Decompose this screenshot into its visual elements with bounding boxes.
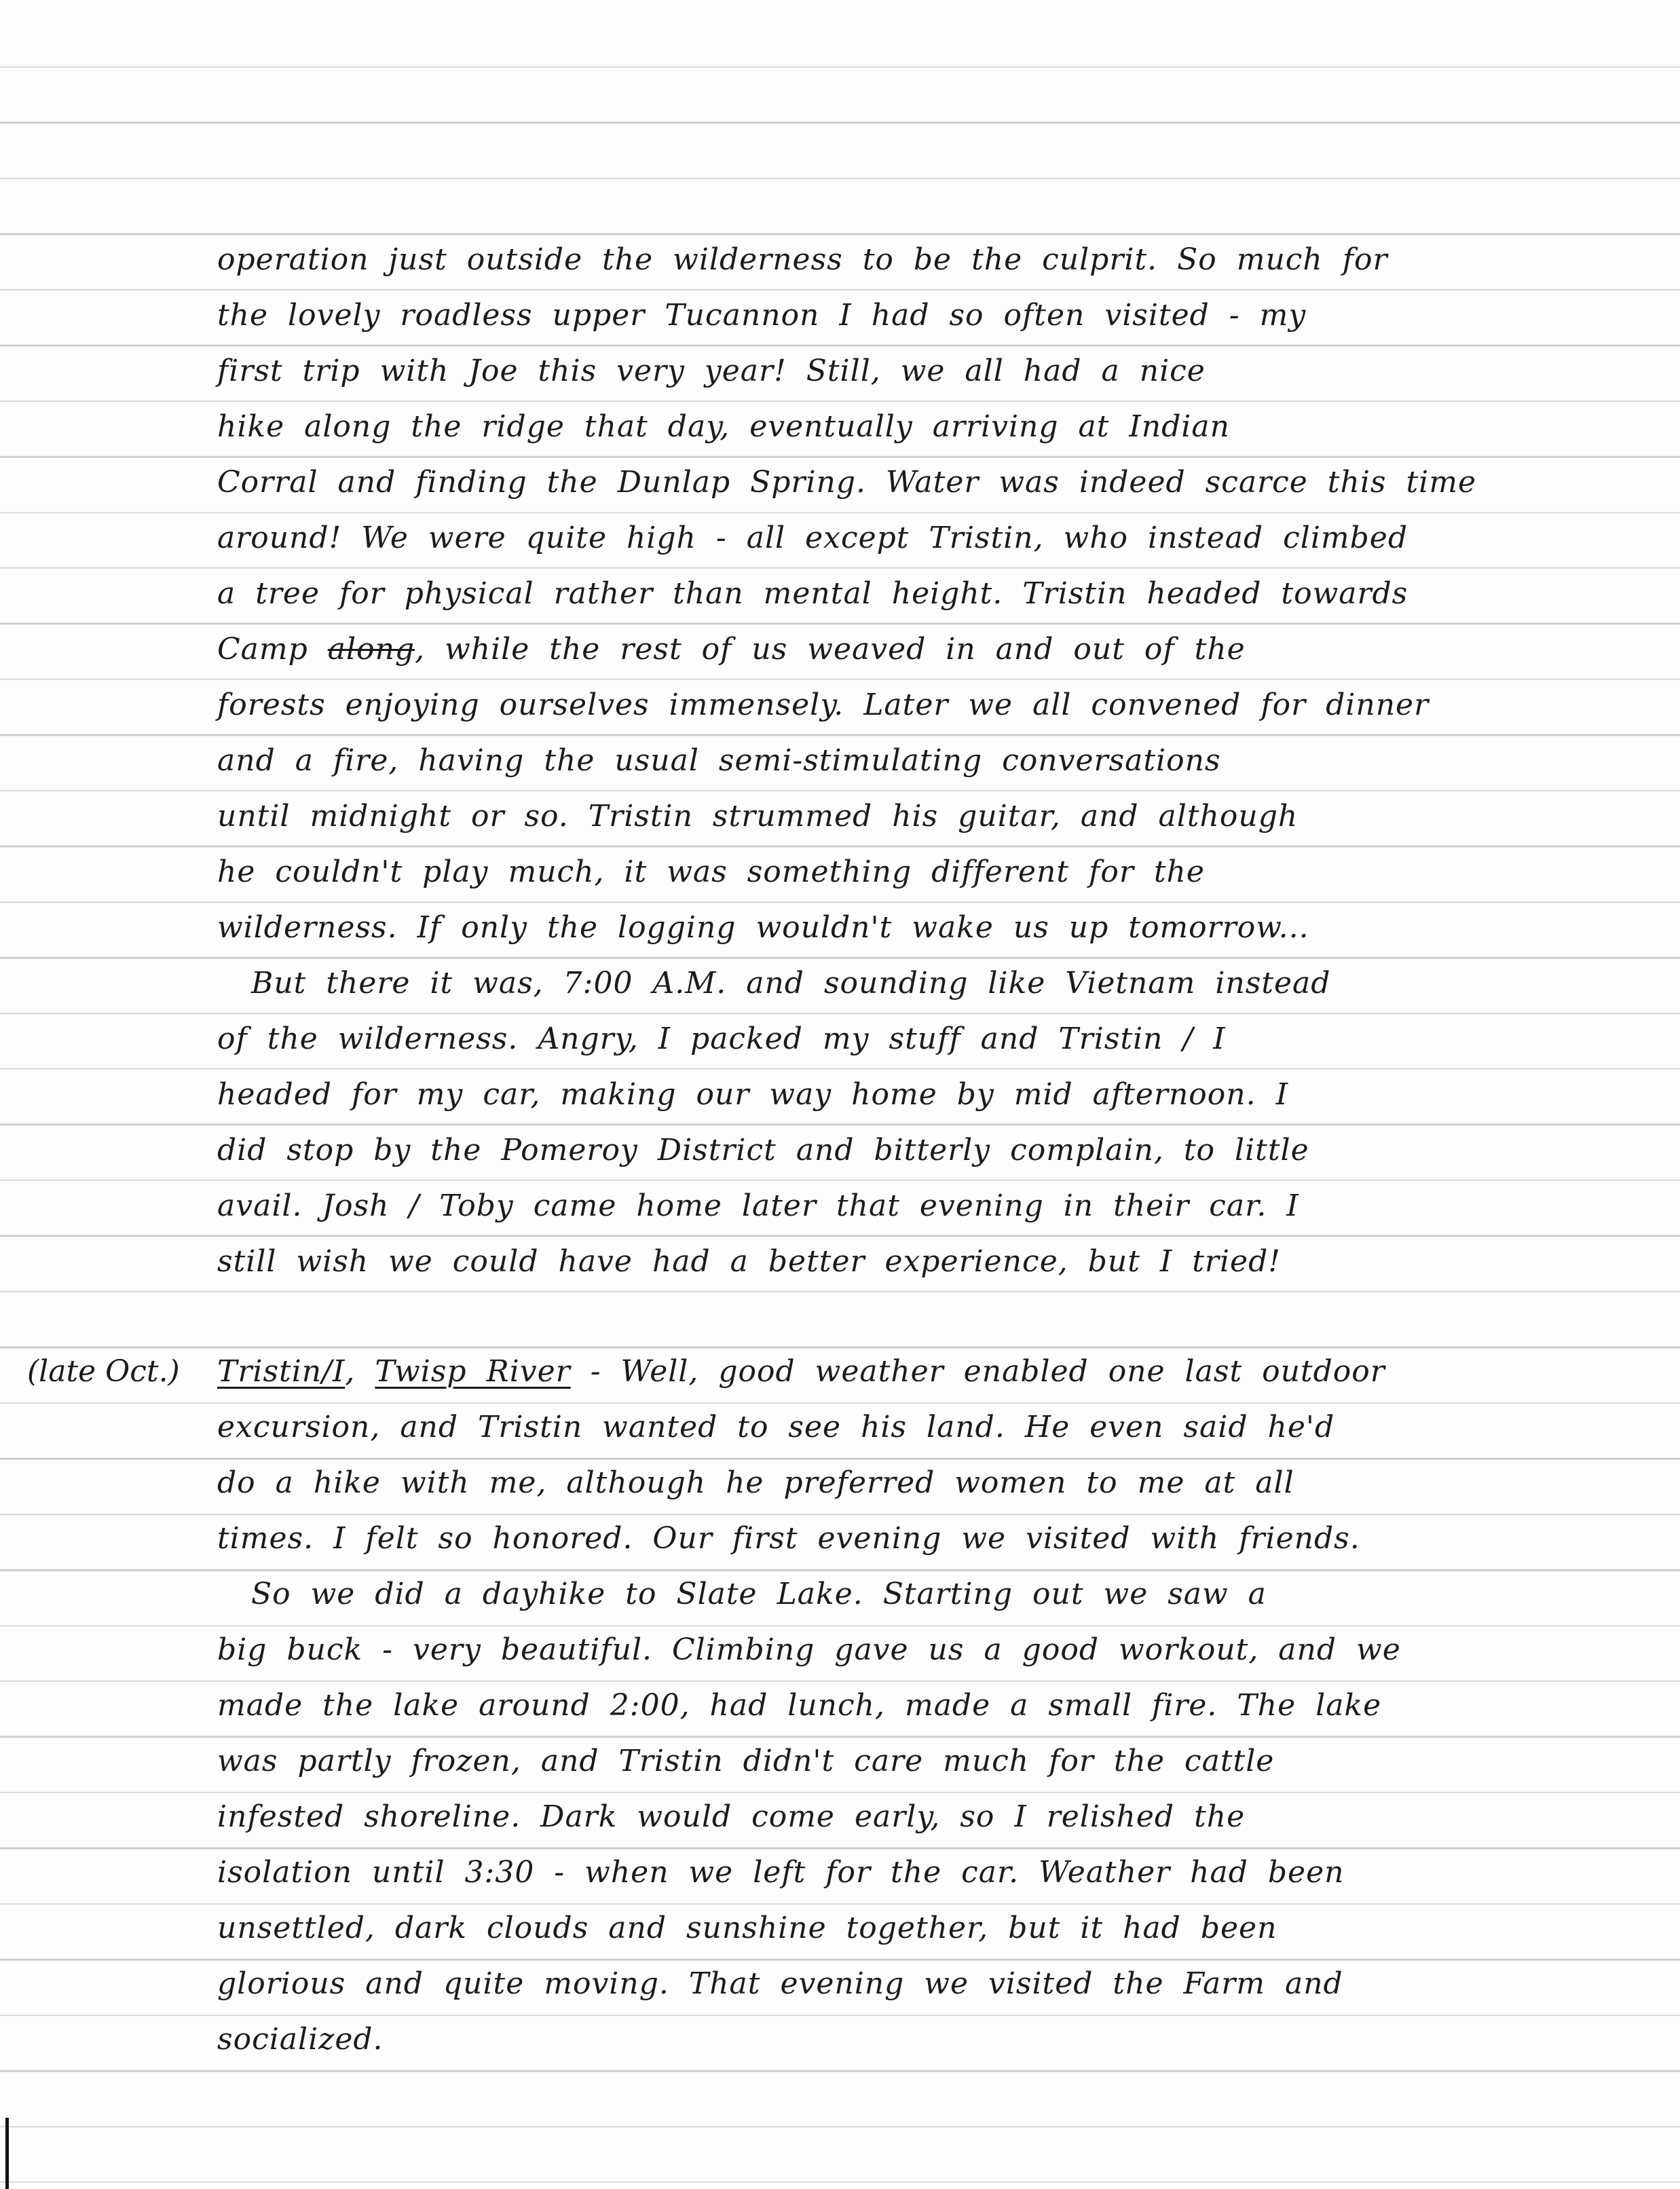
handwritten-line: of the wilderness. Angry, I packed my stuff and Tristin / I (217, 1022, 1226, 1056)
handwritten-line: isolation until 3:30 - when we left for the car. Weather had been (217, 1855, 1345, 1890)
handwritten-line: a tree for physical rather than mental height. Tristin headed towards (217, 576, 1408, 611)
handwritten-line: excursion, and Tristin wanted to see his land. He even said he'd (217, 1410, 1335, 1444)
handwritten-line: operation just outside the wilderness to be the culprit. So much for (217, 242, 1388, 277)
handwritten-line: Corral and finding the Dunlap Spring. Water was indeed scarce this time (217, 465, 1476, 500)
handwritten-line: did stop by the Pomeroy District and bitterly complain, to little (217, 1133, 1309, 1167)
handwritten-line: still wish we could have had a better experience, but I tried! (217, 1244, 1281, 1279)
handwritten-line: do a hike with me, although he preferred women to me at all (217, 1465, 1294, 1500)
handwritten-line: times. I felt so honored. Our first evening we visited with friends. (217, 1521, 1360, 1556)
handwritten-line: unsettled, dark clouds and sunshine together, but it had been (217, 1911, 1277, 1945)
handwritten-line: headed for my car, making our way home by mid afternoon. I (217, 1077, 1288, 1112)
handwritten-line: made the lake around 2:00, had lunch, made a small fire. The lake (217, 1688, 1382, 1723)
handwritten-line: the lovely roadless upper Tucannon I had so often visited - my (217, 298, 1307, 333)
handwritten-line: forests enjoying ourselves immensely. Later we all convened for dinner (217, 688, 1430, 722)
handwritten-line: first trip with Joe this very year! Still, we all had a nice (217, 354, 1206, 388)
entry-heading-names: Tristin/I (217, 1354, 346, 1389)
handwritten-line: big buck - very beautiful. Climbing gave us a good workout, and we (217, 1632, 1401, 1667)
handwritten-line: was partly frozen, and Tristin didn't care much for the cattle (217, 1744, 1275, 1778)
entry-heading-line: Tristin/I, Twisp River - Well, good weather enabled one last outdoor (217, 1354, 1385, 1389)
handwritten-line: and a fire, having the usual semi-stimulating conversations (217, 743, 1221, 778)
line-remainder: while the rest of us weaved in and out of the (445, 632, 1246, 667)
handwritten-line: around! We were quite high - all except Tristin, who instead climbed (217, 521, 1408, 555)
handwritten-line: glorious and quite moving. That evening we visited the Farm and (217, 1966, 1343, 2001)
handwritten-line: So we did a dayhike to Slate Lake. Starting out we saw a (251, 1577, 1267, 1611)
handwritten-line: socialized. (217, 2022, 384, 2057)
handwritten-line: wilderness. If only the logging wouldn't wake us up tomorrow... (217, 910, 1309, 945)
handwritten-line: But there it was, 7:00 A.M. and sounding like Vietnam instead (251, 966, 1331, 1000)
line-remainder: - Well, good weather enabled one last outdoor (570, 1354, 1385, 1389)
camp-word: Camp (217, 632, 308, 667)
binding-edge-mark (5, 2118, 9, 2189)
handwritten-line: infested shoreline. Dark would come early, so I relished the (217, 1799, 1246, 1834)
handwritten-line: hike along the ridge that day, eventually arriving at Indian (217, 409, 1230, 444)
struck-out-word: along (327, 632, 415, 667)
handwritten-line: he couldn't play much, it was something different for the (217, 855, 1205, 889)
handwritten-line: until midnight or so. Tristin strummed his guitar, and although (217, 799, 1299, 834)
margin-date-note: (late Oct.) (27, 1354, 180, 1389)
entry-heading-place: Twisp River (375, 1354, 571, 1389)
handwritten-line: avail. Josh / Toby came home later that evening in their car. I (217, 1189, 1299, 1223)
handwritten-line-with-strikethrough: Camp along, while the rest of us weaved in and out of the (217, 632, 1246, 667)
